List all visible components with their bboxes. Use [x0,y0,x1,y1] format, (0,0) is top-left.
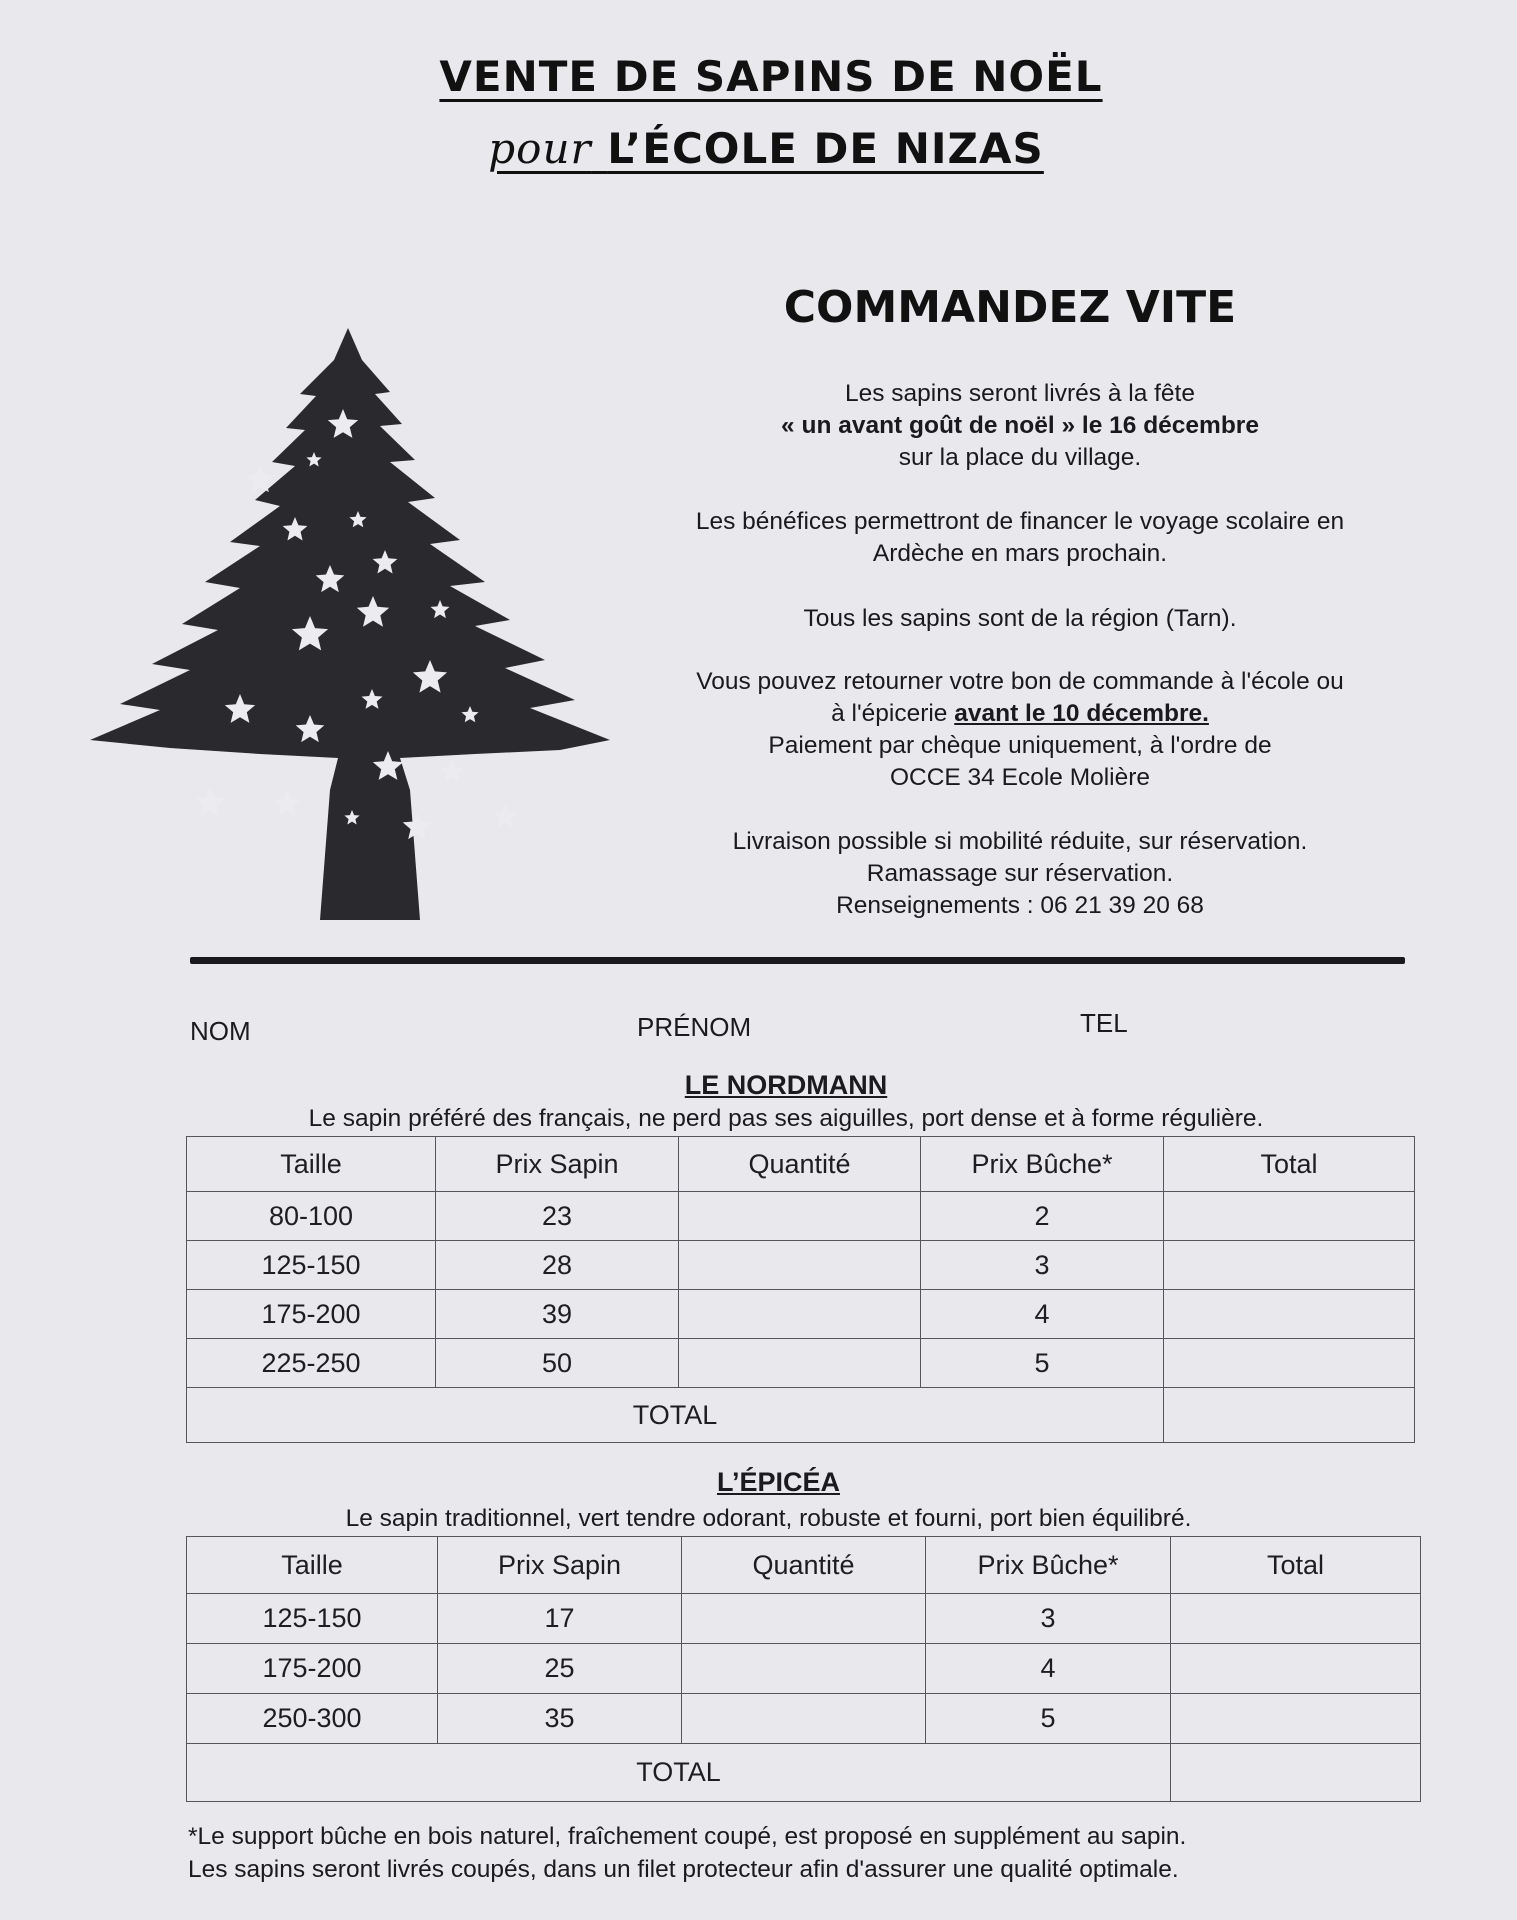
title-line1: VENTE DE SAPINS DE NOËL [439,52,1103,101]
christmas-tree-icon [90,320,610,920]
info-benefits [640,506,1400,570]
info-text: Livraison possible si mobilité réduite, sur réservation. [732,828,1308,855]
table-header-row [187,1137,1415,1192]
table-row [187,1192,1415,1241]
info-return [640,666,1400,794]
field-nom[interactable]: NOM [190,1016,251,1046]
size-value: 125-150 [187,1241,436,1290]
footnote-line: Les sapins seront livrés coupés, dans un filet protecteur afin d'assurer une qualité optimale. [188,1856,1179,1883]
info-text: OCCE 34 Ecole Molière [889,764,1151,791]
contact-phone: Renseignements : 06 21 39 20 68 [836,892,1204,919]
column-header-log-price: Prix Bûche* [926,1537,1171,1594]
field-prenom[interactable]: PRÉNOM [637,1012,752,1042]
section-title-nordmann: LE NORDMANN [684,1070,888,1100]
quantity-cell[interactable] [679,1241,921,1290]
size-value: 80-100 [187,1192,436,1241]
info-text: Ramassage sur réservation. [866,860,1174,887]
price-value: 50 [436,1339,679,1388]
section-desc-epicea: Le sapin traditionnel, vert tendre odorant, robuste et fourni, port bien équilibré. [345,1505,1192,1532]
column-header-quantity: Quantité [682,1537,926,1594]
price-value: 28 [436,1241,679,1290]
column-header-size: Taille [187,1537,438,1594]
log-price-value: 4 [926,1644,1171,1694]
info-text: Paiement par chèque uniquement, à l'ordre de [768,732,1272,759]
log-price-value: 3 [926,1594,1171,1644]
info-delivery-options [640,826,1400,922]
total-label: TOTAL [187,1388,1164,1443]
page-subtitle [0,124,1517,173]
total-cell[interactable] [1164,1339,1415,1388]
deadline-text: avant le 10 décembre. [954,700,1209,727]
title-line2-prefix: pour [488,124,592,173]
info-delivery [640,378,1400,474]
quantity-cell[interactable] [679,1192,921,1241]
total-cell[interactable] [1164,1241,1415,1290]
quantity-cell[interactable] [682,1644,926,1694]
info-text-bold: « un avant goût de noël » le 16 décembre [781,412,1259,439]
column-header-price: Prix Sapin [436,1137,679,1192]
info-text: sur la place du village. [898,444,1142,471]
nordmann-price-table [186,1136,1415,1443]
log-price-value: 4 [921,1290,1164,1339]
info-text: Ardèche en mars prochain. [872,540,1168,567]
quantity-cell[interactable] [682,1594,926,1644]
quantity-cell[interactable] [679,1290,921,1339]
table-row [187,1644,1421,1694]
log-price-value: 2 [921,1192,1164,1241]
price-value: 17 [438,1594,682,1644]
price-value: 35 [438,1694,682,1744]
log-price-value: 5 [926,1694,1171,1744]
column-header-total: Total [1164,1137,1415,1192]
footnote-line: *Le support bûche en bois naturel, fraîchement coupé, est proposé en supplément au sapin. [188,1823,1187,1850]
title-line2: L’ÉCOLE DE NIZAS [607,124,1044,173]
column-header-size: Taille [187,1137,436,1192]
total-cell[interactable] [1171,1594,1421,1644]
size-value: 125-150 [187,1594,438,1644]
quantity-cell[interactable] [679,1339,921,1388]
total-cell[interactable] [1164,1290,1415,1339]
table-header-row [187,1537,1421,1594]
divider [190,957,1405,964]
quantity-cell[interactable] [682,1694,926,1744]
total-cell[interactable] [1171,1644,1421,1694]
log-price-value: 5 [921,1339,1164,1388]
star-icon [440,759,465,783]
grand-total-cell[interactable] [1164,1388,1415,1443]
footnote [188,1820,1388,1886]
table-row [187,1594,1421,1644]
page-title [0,52,1517,101]
table-row [187,1694,1421,1744]
table-row [187,1290,1415,1339]
star-icon [195,787,225,816]
column-header-price: Prix Sapin [438,1537,682,1594]
section-title-epicea: L’ÉPICÉA [716,1467,841,1497]
table-total-row [187,1388,1415,1443]
star-icon [274,790,301,815]
grand-total-cell[interactable] [1171,1744,1421,1802]
table-total-row [187,1744,1421,1802]
total-cell[interactable] [1171,1694,1421,1744]
size-value: 175-200 [187,1644,438,1694]
section-desc-nordmann: Le sapin préféré des français, ne perd pas ses aiguilles, port dense et à forme régulière. [308,1105,1264,1132]
column-header-total: Total [1171,1537,1421,1594]
epicea-price-table [186,1536,1421,1802]
table-row [187,1339,1415,1388]
table-row [187,1241,1415,1290]
total-cell[interactable] [1164,1192,1415,1241]
column-header-log-price: Prix Bûche* [921,1137,1164,1192]
field-tel[interactable]: TEL [1080,1008,1128,1038]
log-price-value: 3 [921,1241,1164,1290]
info-text: Vous pouvez retourner votre bon de commande à l'école ou [696,668,1344,695]
price-value: 25 [438,1644,682,1694]
info-text: Tous les sapins sont de la région (Tarn). [803,605,1237,632]
price-value: 23 [436,1192,679,1241]
info-region [640,603,1400,635]
price-value: 39 [436,1290,679,1339]
star-icon [493,804,518,828]
headline: COMMANDEZ VITE [783,282,1237,333]
total-label: TOTAL [187,1744,1171,1802]
column-header-quantity: Quantité [679,1137,921,1192]
info-text: Les sapins seront livrés à la fête [845,380,1195,407]
size-value: 175-200 [187,1290,436,1339]
info-text: Les bénéfices permettront de financer le voyage scolaire en [695,508,1345,535]
info-text: à l'épicerie [831,700,955,727]
size-value: 225-250 [187,1339,436,1388]
size-value: 250-300 [187,1694,438,1744]
